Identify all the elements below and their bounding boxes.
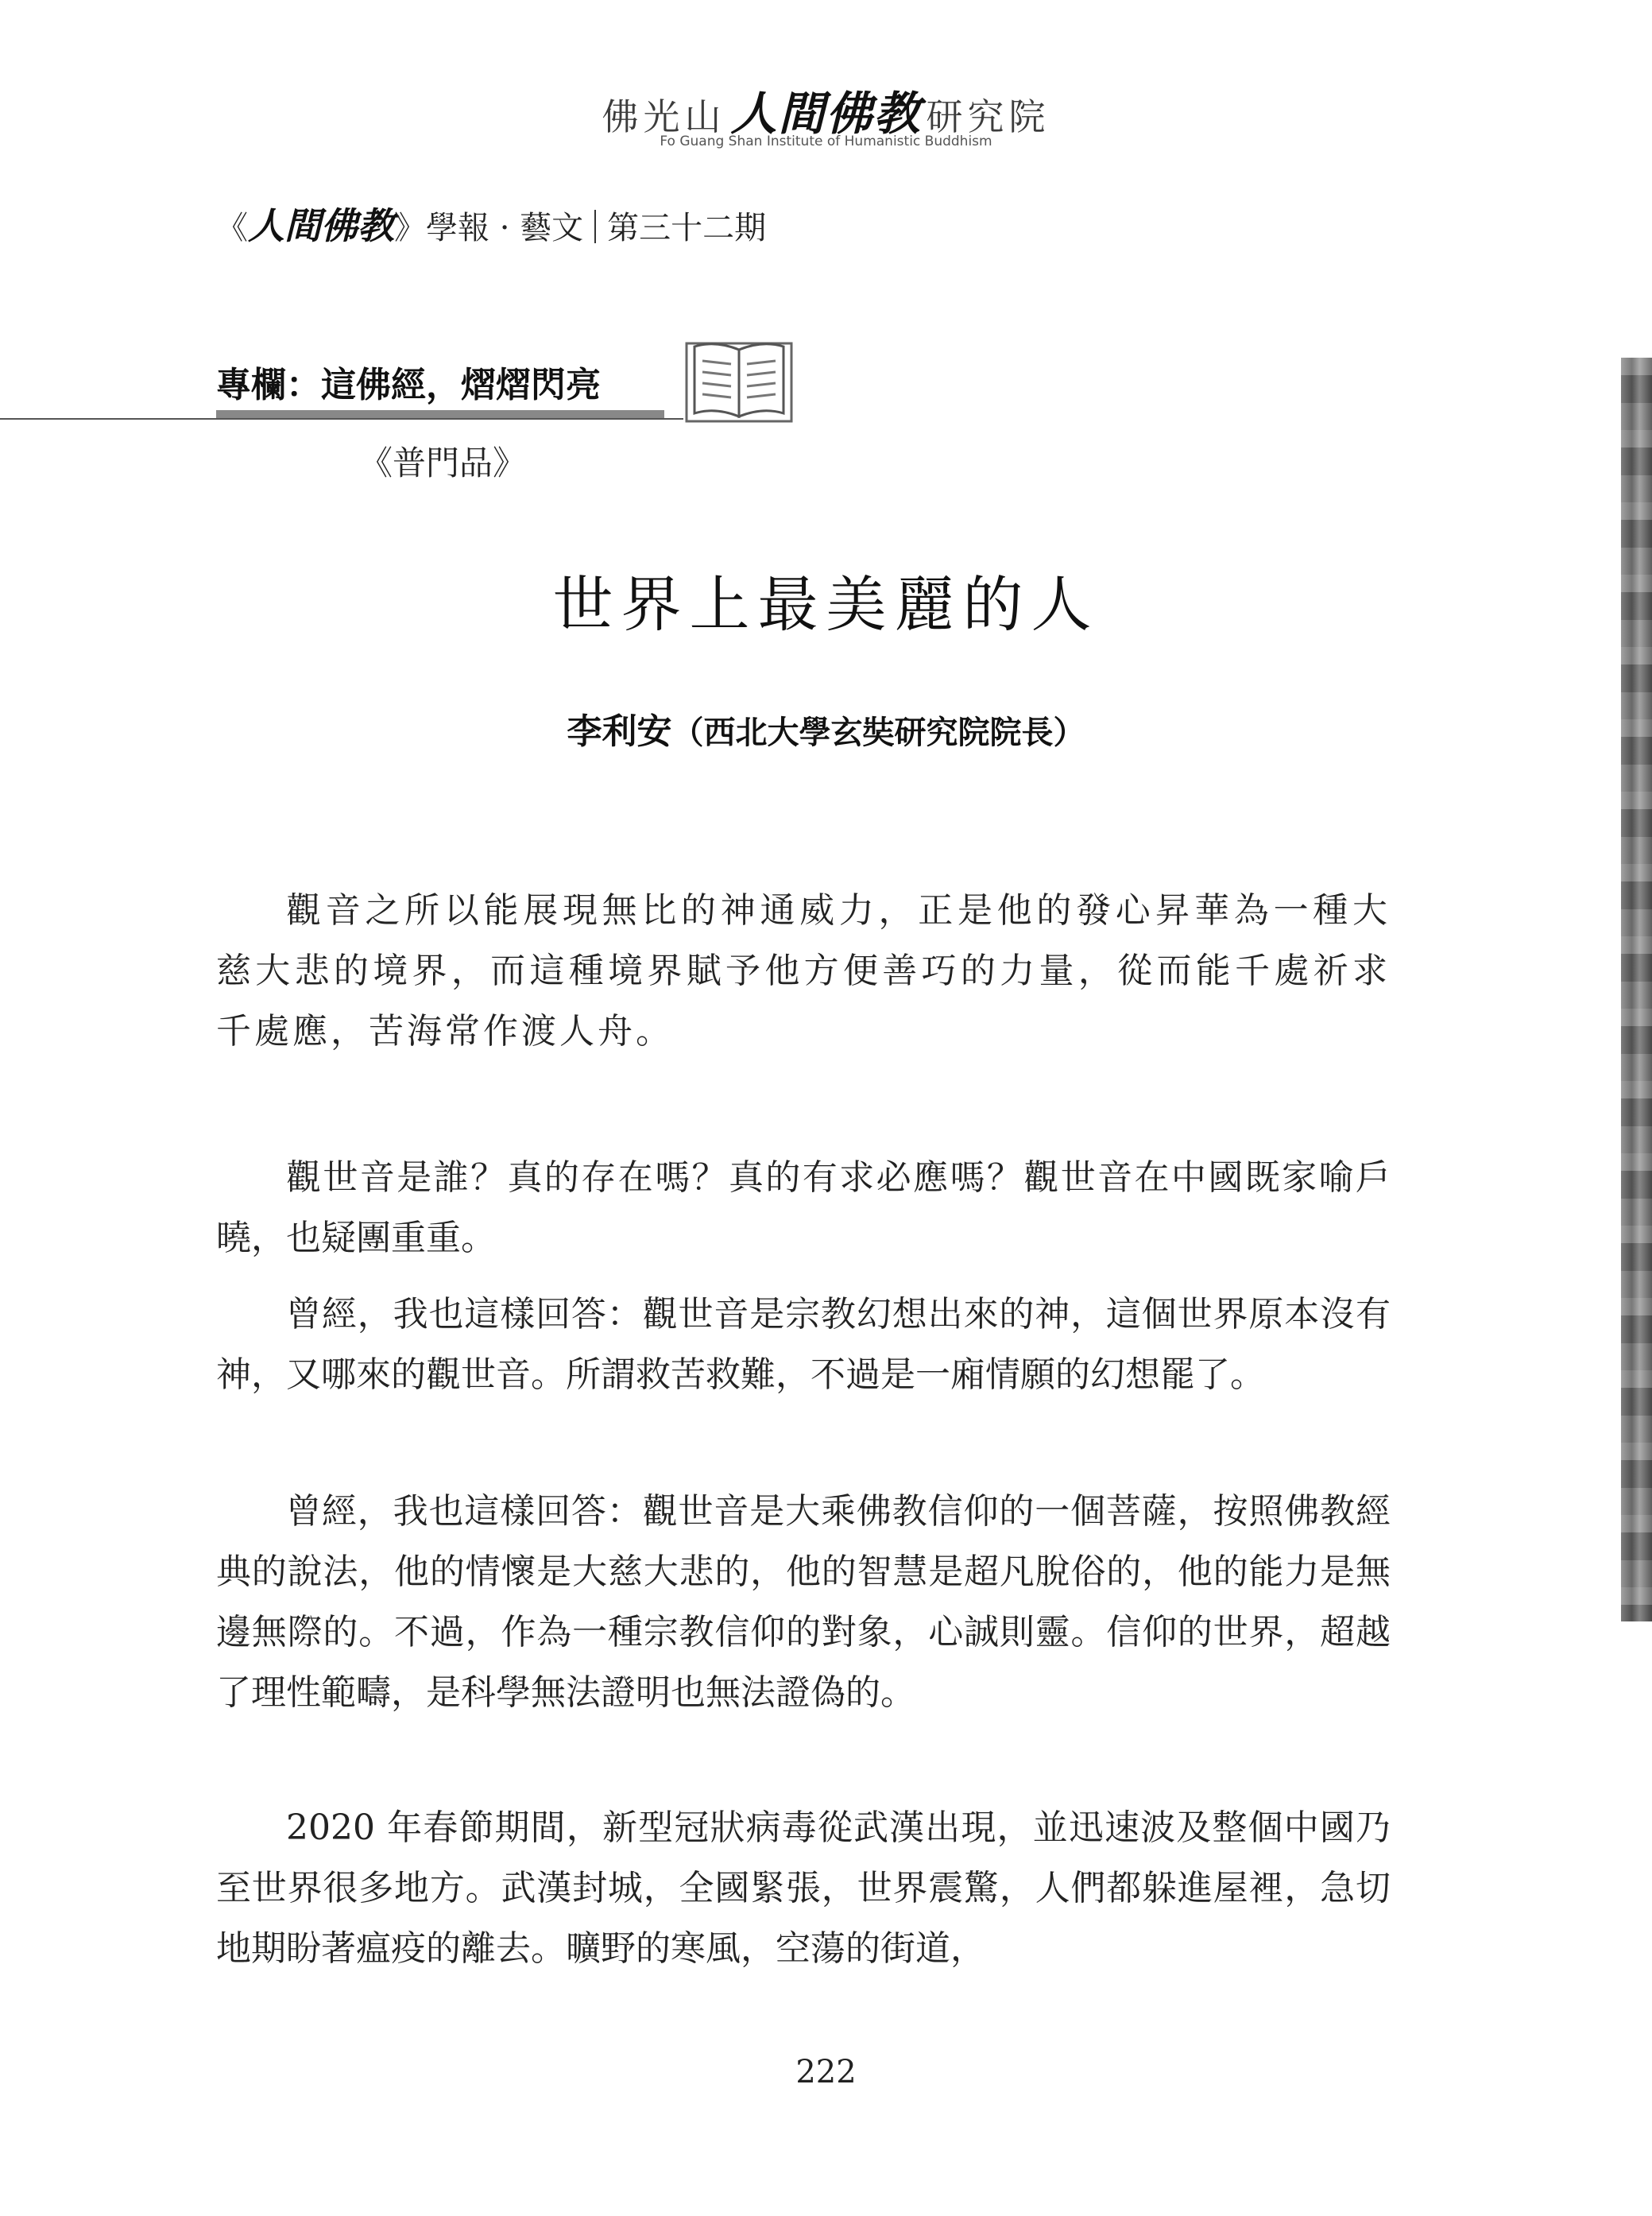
- journal-divider: [594, 210, 596, 243]
- author-name: 李利安: [567, 711, 672, 752]
- lead-paragraph: 觀音之所以能展現無比的神通威力，正是他的發心昇華為一種大慈大悲的境界，而這種境界賦予他方便善巧的力量，從而能千處祈求千處應，苦海常作渡人舟。: [216, 890, 1391, 1052]
- page-number: 222: [795, 2054, 857, 2090]
- author-affiliation: （西北大學玄奘研究院院長）: [671, 714, 1085, 751]
- column-underline-accent: [216, 410, 664, 418]
- journal-line: [216, 197, 766, 250]
- body-paragraph: 2020 年春節期間，新型冠狀病毒從武漢出現，並迅速波及整個中國乃至世界很多地方。武漢封城，全國緊張，世界震驚，人們都躲進屋裡，急切地期盼著瘟疫的離去。曠野的寒風，空蕩的街道，: [216, 1807, 1391, 1969]
- body-paragraph: 觀世音是誰？真的存在嗎？真的有求必應嗎？觀世音在中國既家喻戶曉，也疑團重重。: [216, 1157, 1391, 1258]
- institute-calligraphy-logo: 人間佛教: [730, 87, 922, 141]
- journal-calligraphy-logo: 人間佛教: [248, 204, 394, 247]
- sutra-name: 《普門品》: [359, 444, 527, 482]
- open-book-icon: [683, 335, 795, 424]
- edge-image-strip: [1621, 358, 1652, 1621]
- body-paragraph: 曾經，我也這樣回答：觀世音是宗教幻想出來的神，這個世界原本沒有神，又哪來的觀世音。所謂救苦救難，不過是一廂情願的幻想罷了。: [216, 1294, 1391, 1395]
- column-underline: [0, 418, 683, 420]
- column-title: 專欄：這佛經，熠熠閃亮: [216, 365, 601, 405]
- institute-suffix: 研究院: [926, 95, 1050, 138]
- body-paragraph: 曾經，我也這樣回答：觀世音是大乘佛教信仰的一個菩薩，按照佛教經典的說法，他的情懷是大慈大悲的，他的智慧是超凡脫俗的，他的能力是無邊無際的。不過，作為一種宗教信仰的對象，心誠則靈。信仰的世界，超越了理性範疇，是科學無法證明也無法證偽的。: [216, 1491, 1391, 1713]
- journal-open-bracket: 《: [216, 210, 248, 246]
- institute-prefix: 佛光山: [602, 95, 726, 138]
- article-title: 世界上最美麗的人: [552, 569, 1100, 640]
- journal-issue: 第三十二期: [607, 210, 767, 246]
- author-line: [0, 703, 1652, 754]
- journal-name: 》學報 · 藝文: [394, 210, 584, 246]
- institute-english-name: Fo Guang Shan Institute of Humanistic Buddhism: [660, 134, 992, 149]
